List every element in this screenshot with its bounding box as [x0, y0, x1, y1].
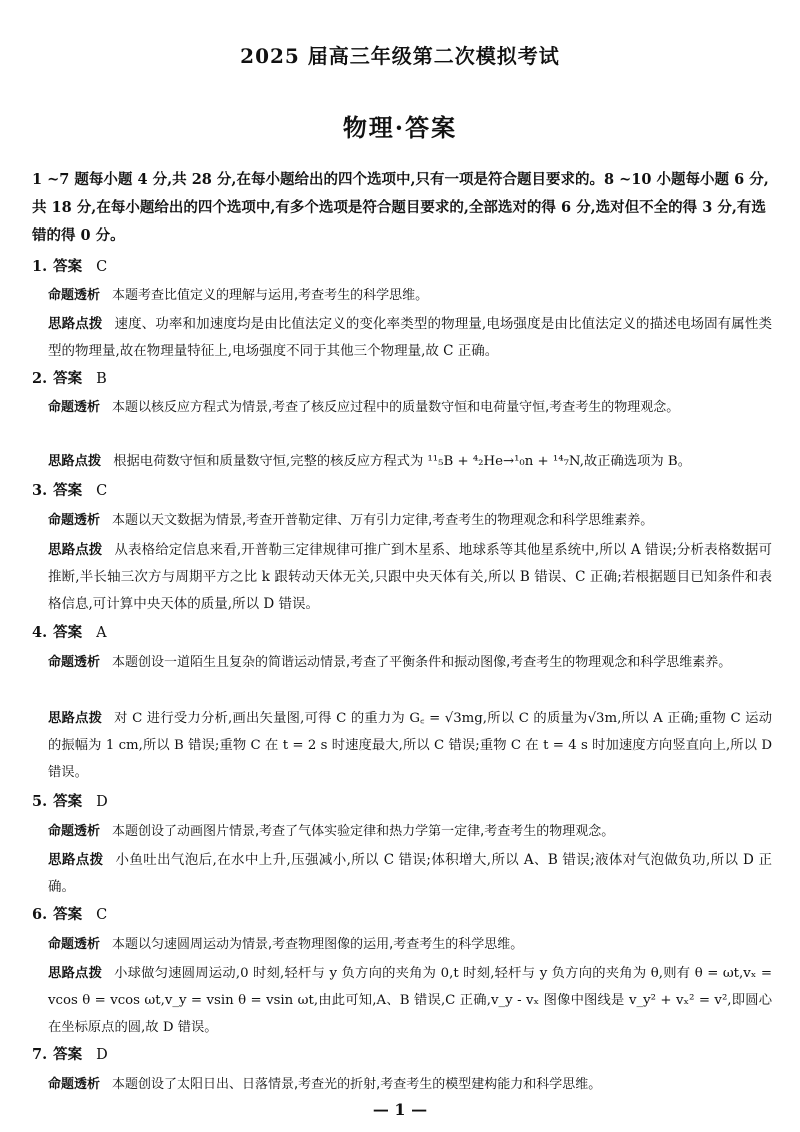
question-1-header — [32, 255, 107, 279]
hint-label: 思路点拨 — [48, 454, 102, 469]
question-2-hint — [48, 448, 772, 475]
analysis-text: 本题以天文数据为情景,考查开普勒定律、万有引力定律,考查考生的物理观念和科学思维素养。 — [112, 513, 654, 528]
answer-label: 答案 — [53, 258, 83, 275]
question-number: 2. — [32, 370, 48, 387]
analysis-label: 命题透析 — [48, 288, 101, 303]
question-7-header — [32, 1043, 108, 1067]
answer-label: 答案 — [53, 370, 83, 387]
hint-label: 思路点拨 — [48, 966, 103, 981]
hint-text: 对 C 进行受力分析,画出矢量图,可得 C 的重力为 G꜀ = √3mg,所以 C 的质量为√3m,所以 A 正确;重物 C 运动的振幅为 1 cm,所以 B 错误;重物 C 在 t = 2 s 时速度最大,所以 C 错误;重物 C 在 t = 4 s 时加速度方向竖直向上,所以 D 错误。 — [48, 711, 773, 780]
scoring-instructions: 1 ~7 题每小题 4 分,共 28 分,在每小题给出的四个选项中,只有一项是符合题目要求的。8 ~10 小题每小题 6 分,共 18 分,在每小题给出的四个选项中,有多个选项是符合题目要求的,全部选对的得 6 分,选对但不全的得 3 分,有选错的得 0 分。 — [32, 171, 769, 244]
question-6-analysis — [48, 931, 772, 958]
question-number: 7. — [32, 1046, 48, 1063]
answer-value: A — [96, 625, 107, 641]
answer-label: 答案 — [53, 1046, 83, 1063]
question-2-header — [32, 367, 107, 391]
question-5-analysis — [48, 818, 772, 845]
answer-label: 答案 — [53, 624, 83, 641]
answer-value: C — [96, 907, 108, 923]
hint-text: 小鱼吐出气泡后,在水中上升,压强减小,所以 C 错误;体积增大,所以 A、B 错误;液体对气泡做负功,所以 D 正确。 — [48, 852, 773, 895]
hint-text: 速度、功率和加速度均是由比值法定义的变化率类型的物理量,电场强度是由比值法定义的描述电场固有属性类型的物理量,故在物理量特征上,电场强度不同于其他三个物理量,故 C 正确。 — [48, 316, 773, 359]
hint-text: 从表格给定信息来看,开普勒三定律规律可推广到木星系、地球系等其他星系统中,所以 A 错误;分析表格数据可推断,半长轴三次方与周期平方之比 k 跟转动天体无关,只跟中央天体有关,所以 B 错误、C 正确;若根据题目已知条件和表格信息,可计算中央天体的质量,所以 D 错误。 — [48, 542, 773, 612]
question-6-hint — [48, 960, 772, 1041]
answer-value: D — [96, 1047, 108, 1063]
question-number: 1. — [32, 258, 48, 275]
analysis-label: 命题透析 — [48, 655, 101, 670]
hint-label: 思路点拨 — [48, 316, 103, 332]
analysis-label: 命题透析 — [48, 513, 101, 528]
question-4-hint — [48, 705, 772, 786]
answer-value: B — [96, 371, 107, 387]
hint-label: 思路点拨 — [48, 852, 104, 868]
answer-label: 答案 — [53, 793, 83, 810]
analysis-text: 本题以核反应方程式为情景,考查了核反应过程中的质量数守恒和电荷量守恒,考查考生的物理观念。 — [112, 400, 680, 415]
question-7-analysis — [48, 1071, 772, 1098]
question-4-header — [32, 621, 107, 645]
analysis-text: 本题以匀速圆周运动为情景,考查物理图像的运用,考查考生的科学思维。 — [112, 937, 524, 952]
hint-label: 思路点拨 — [48, 711, 103, 726]
subject-title: 物理·答案 — [342, 113, 458, 142]
exam-title: 2025 届高三年级第二次模拟考试 — [240, 44, 560, 68]
hint-text: 根据电荷数守恒和质量数守恒,完整的核反应方程式为 ¹¹₅B + ⁴₂He→¹₀n + ¹⁴₇N,故正确选项为 B。 — [113, 454, 691, 469]
question-number: 6. — [32, 906, 48, 923]
analysis-label: 命题透析 — [48, 937, 101, 952]
question-5-hint — [48, 847, 772, 901]
question-number: 4. — [32, 624, 48, 641]
question-number: 3. — [32, 482, 48, 499]
analysis-text: 本题创设了太阳日出、日落情景,考查光的折射,考查考生的模型建构能力和科学思维。 — [112, 1077, 602, 1092]
question-1-hint — [48, 311, 772, 365]
answer-value: C — [96, 483, 108, 499]
answer-value: D — [96, 794, 108, 810]
question-6-header — [32, 903, 107, 927]
question-5-header — [32, 790, 108, 814]
hint-text: 小球做匀速圆周运动,0 时刻,轻杆与 y 负方向的夹角为 0,t 时刻,轻杆与 y 负方向的夹角为 θ,则有 θ = ωt,vₓ = vcos θ = vcos ωt,v_y = vsin θ = vsin ωt,由此可知,A、B 错误,C 正确,v_y - vₓ 图像中图线是 v_y² + vₓ² = v²,即圆心在坐标原点的圆,故 D 错误。 — [48, 966, 772, 1035]
answer-label: 答案 — [53, 482, 83, 499]
question-2-analysis — [48, 394, 772, 421]
question-3-analysis — [48, 507, 772, 534]
question-1-analysis — [48, 282, 772, 309]
answer-value: C — [96, 259, 108, 275]
question-3-hint — [48, 537, 772, 618]
analysis-label: 命题透析 — [48, 824, 101, 839]
hint-label: 思路点拨 — [48, 542, 103, 558]
answer-label: 答案 — [53, 906, 83, 923]
analysis-text: 本题创设了动画图片情景,考查了气体实验定律和热力学第一定律,考查考生的物理观念。 — [112, 824, 615, 839]
question-3-header — [32, 479, 107, 503]
analysis-text: 本题考查比值定义的理解与运用,考查考生的科学思维。 — [112, 288, 429, 303]
analysis-label: 命题透析 — [48, 1077, 101, 1092]
question-number: 5. — [32, 793, 48, 810]
page-number: — 1 — — [372, 1100, 428, 1119]
analysis-label: 命题透析 — [48, 400, 101, 415]
analysis-text: 本题创设一道陌生且复杂的简谐运动情景,考查了平衡条件和振动图像,考查考生的物理观念和科学思维素养。 — [112, 655, 732, 670]
question-4-analysis — [48, 649, 772, 676]
